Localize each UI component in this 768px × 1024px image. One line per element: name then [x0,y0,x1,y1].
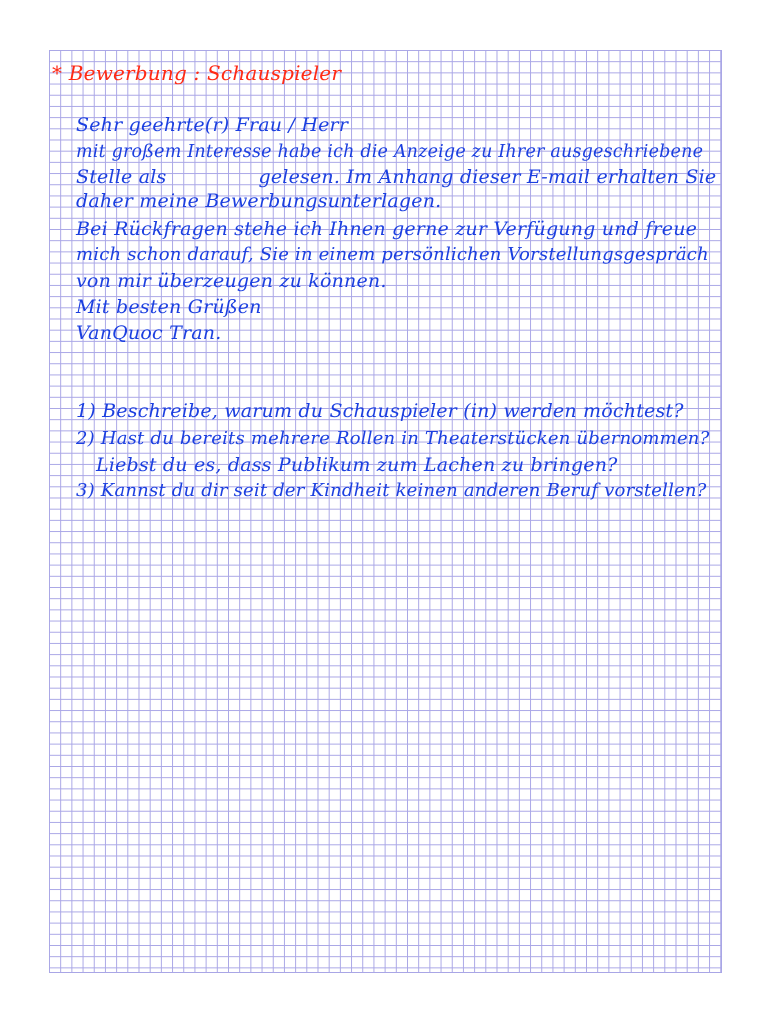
letter-line-1: mit großem Interesse habe ich die Anzeige zu Ihrer ausgeschriebene [76,142,704,162]
letter-line-4: Bei Rückfragen stehe ich Ihnen gerne zur Verfügung und freue [76,218,698,240]
letter-line-5: mich schon darauf, Sie in einem persönlichen Vorstellungsgespräch [76,244,709,265]
letter-line-6: von mir überzeugen zu können. [76,270,387,292]
question-2: 2) Hast du bereits mehrere Rollen in Theaterstücken übernommen? [76,428,710,449]
letter-salutation: Sehr geehrte(r) Frau / Herr [76,114,349,136]
letter-line-2-end: gelesen. Im Anhang dieser E-mail erhalten Sie [258,166,717,188]
page-title: * Bewerbung : Schauspieler [52,61,342,85]
letter-signature: VanQuoc Tran. [76,322,222,344]
question-3: 3) Kannst du dir seit der Kindheit keinen anderen Beruf vorstellen? [76,480,707,501]
question-1: 1) Beschreibe, warum du Schauspieler (in) werden möchtest? [76,400,684,422]
grid-paper [49,50,722,973]
question-2-continued: Liebst du es, dass Publikum zum Lachen zu bringen? [96,454,618,476]
letter-line-2-start: Stelle als [76,166,167,188]
letter-line-2 [76,166,716,188]
letter-closing: Mit besten Grüßen [76,296,262,318]
letter-line-3: daher meine Bewerbungsunterlagen. [76,190,442,212]
